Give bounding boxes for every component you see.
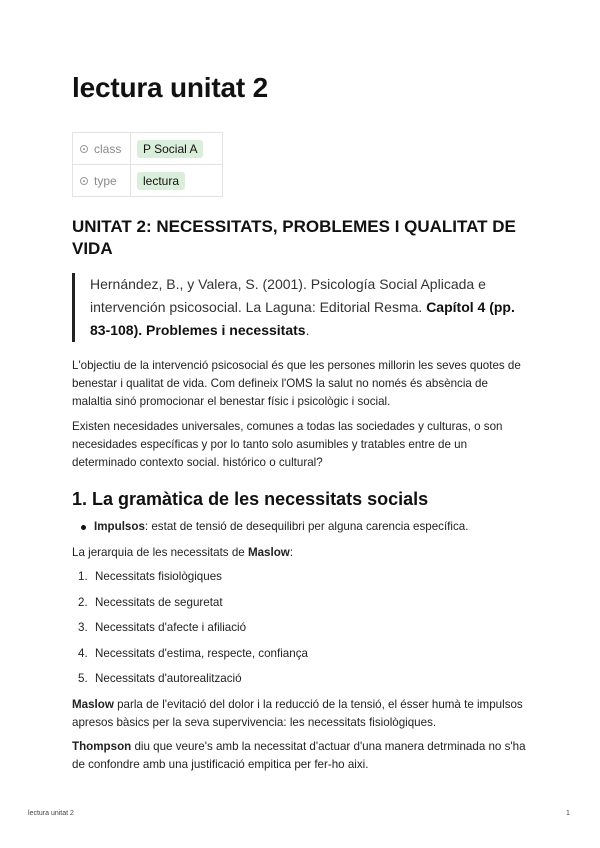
property-row-type xyxy=(73,165,223,197)
need-label: Necessitats d'autorealització xyxy=(95,672,242,686)
maslow-paragraph-text: parla de l'evitació del dolor i la reducció de la tensió, el ésser humà te impulsos apresos bàsics per la seva supervivencia: les necessitats fisiològiques. xyxy=(72,698,523,729)
needs-list xyxy=(72,568,308,696)
thompson-paragraph-text: diu que veure's amb la necessitat d'actuar d'una manera detrminada no s'ha de confondre amb una justificació empitica per fer-ho aixi. xyxy=(72,740,526,771)
page-title: lectura unitat 2 xyxy=(72,72,268,103)
need-label: Necessitats fisiològiques xyxy=(95,570,222,583)
page-number: 1 xyxy=(566,810,570,817)
list-number: 5. xyxy=(78,672,88,686)
need-label: Necessitats d'estima, respecte, confiança xyxy=(95,646,308,660)
thompson-paragraph xyxy=(72,738,527,774)
property-name: type xyxy=(94,173,117,188)
footer-title: lectura unitat 2 xyxy=(28,810,74,817)
maslow-intro xyxy=(72,544,527,562)
bullet-list xyxy=(72,518,468,536)
reference-end: . xyxy=(305,322,310,338)
maslow-name: Maslow xyxy=(247,546,290,559)
thompson-name: Thompson xyxy=(72,740,132,753)
list-item xyxy=(72,594,308,620)
reference-quote xyxy=(72,273,530,342)
property-icon xyxy=(80,177,88,185)
class-tag[interactable]: P Social A xyxy=(137,140,203,158)
list-item xyxy=(72,670,308,696)
list-number: 2. xyxy=(78,595,88,609)
question-paragraph: Existen necesidades universales, comunes a todas las sociedades y culturas, o son necesidades específicas y por lo tanto solo asumibles y tratables entre de un determinado contexto social. histórico o cultural? xyxy=(72,420,503,469)
properties-table xyxy=(72,132,223,197)
maslow-intro-end: : xyxy=(289,546,294,559)
list-number: 1. xyxy=(78,570,88,583)
list-item xyxy=(72,619,308,645)
impulsos-definition: : estat de tensió de desequilibri per alguna carencia específica. xyxy=(144,520,469,533)
property-name: class xyxy=(94,141,122,156)
list-item xyxy=(72,518,468,536)
section-heading: 1. La gramàtica de les necessitats socials xyxy=(72,489,429,509)
list-item xyxy=(72,568,308,594)
property-icon xyxy=(80,145,88,153)
need-label: Necessitats d'afecte i afiliació xyxy=(95,621,247,635)
impulsos-term: Impulsos xyxy=(94,520,145,533)
reference-chapter: Capítol 4 (pp. 83-108). Problemes i necessitats xyxy=(90,299,515,338)
maslow-intro-text: La jerarquia de les necessitats de xyxy=(72,546,248,559)
type-tag[interactable]: lectura xyxy=(137,172,185,190)
list-item xyxy=(72,645,308,671)
intro-paragraph: L'objectiu de la intervenció psicosocial és que les persones millorin les seves quotes de benestar i qualitat de vida. Com defineix l'OMS la salut no només és absència de malaltia sinó promocionar el benestar físic i psicològic i social. xyxy=(72,359,521,408)
property-row-class xyxy=(73,133,223,165)
unit-heading: UNITAT 2: NECESSITATS, PROBLEMES I QUALITAT DE VIDA xyxy=(72,217,516,258)
maslow-name: Maslow xyxy=(72,698,114,711)
list-number: 3. xyxy=(78,621,88,635)
reference-text: Hernández, B., y Valera, S. (2001). Psicología Social Aplicada e intervención psicosocial. La Laguna: Editorial Resma. xyxy=(90,276,486,315)
maslow-paragraph xyxy=(72,696,527,732)
list-number: 4. xyxy=(78,646,88,660)
need-label: Necessitats de seguretat xyxy=(95,595,223,609)
